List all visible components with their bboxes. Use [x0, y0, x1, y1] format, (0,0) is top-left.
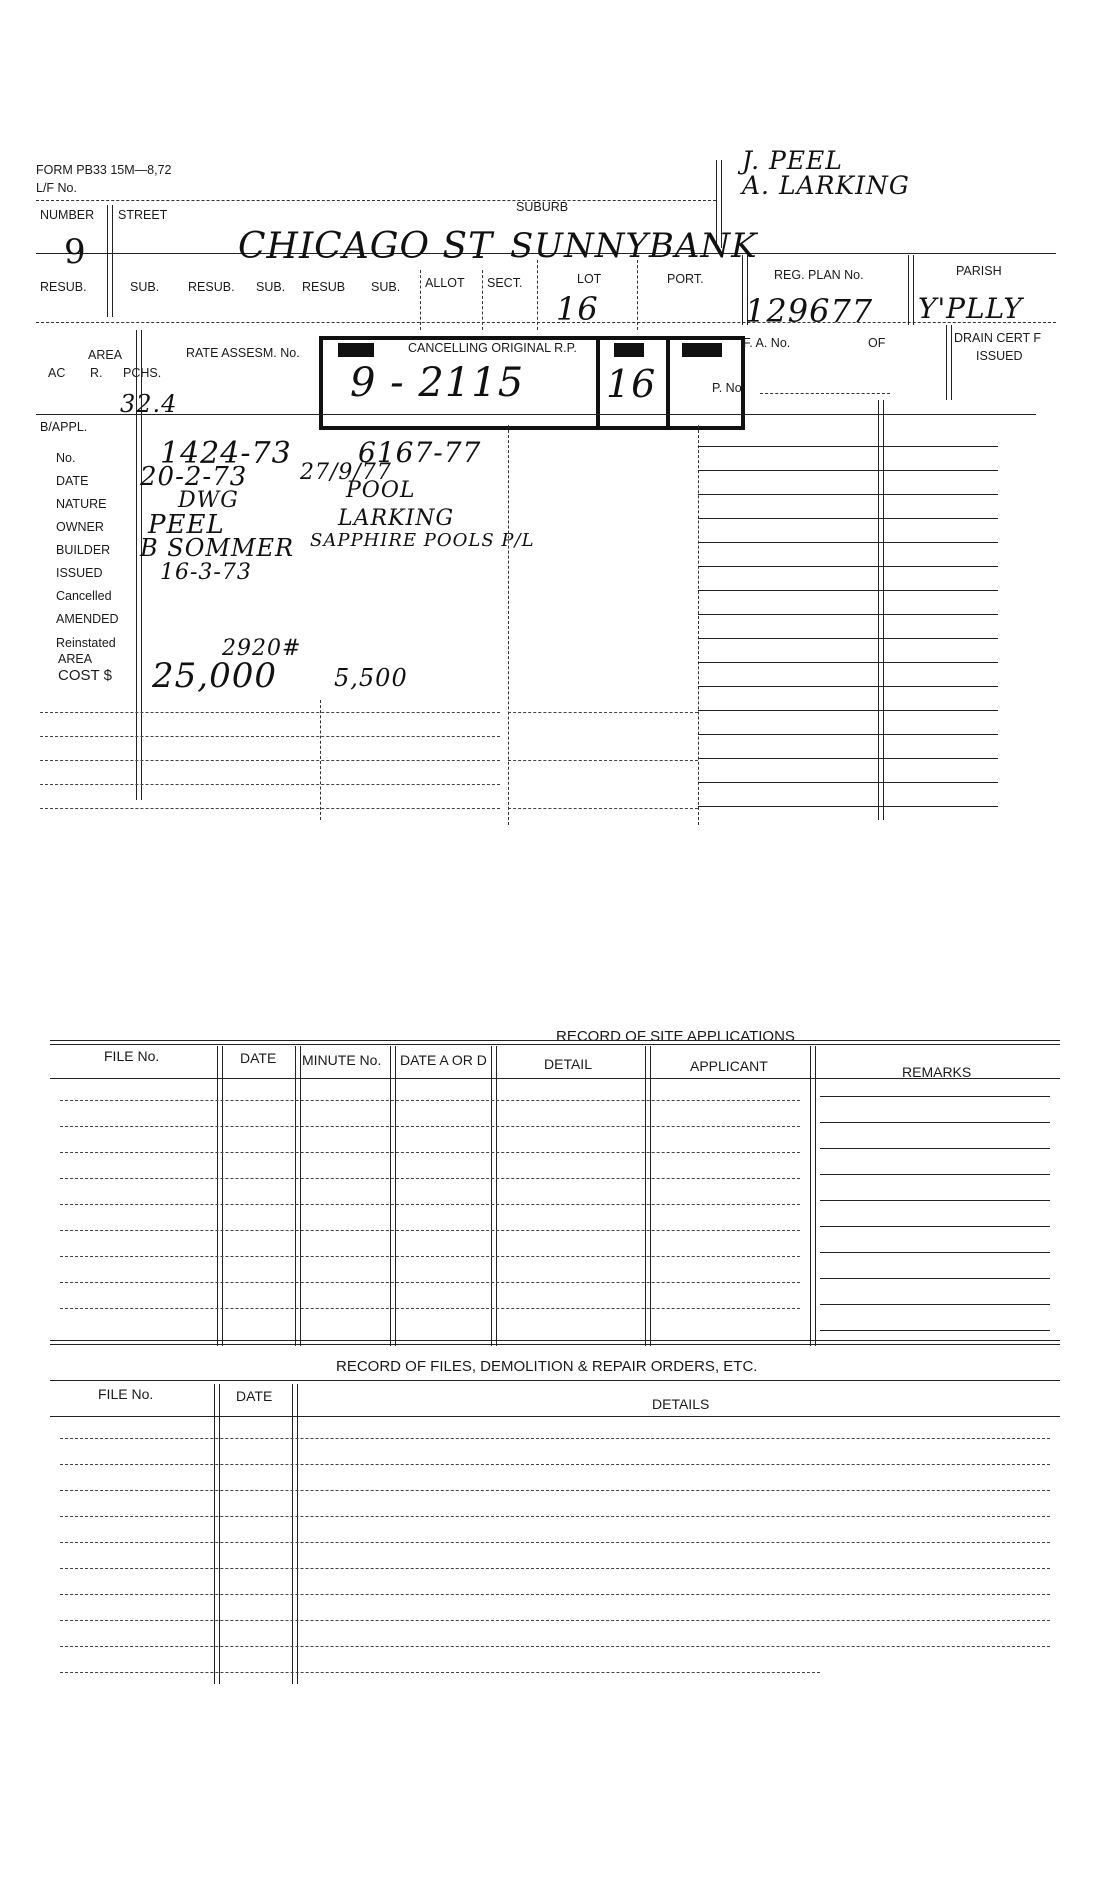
site-col-date: DATE: [240, 1050, 277, 1066]
street-name-value: CHICAGO ST: [238, 226, 494, 267]
drain-cert-label: DRAIN CERT F: [954, 331, 1042, 345]
fa-of-label: OF: [868, 336, 886, 350]
site-row-9: [60, 1308, 800, 1309]
site-applications-title: RECORD OF SITE APPLICATIONS: [556, 1028, 795, 1045]
bappl-rule-9: [698, 638, 998, 639]
suburb-value: SUNNYBANK: [510, 226, 758, 266]
files-row-9: [60, 1646, 1050, 1647]
remarks-rule-2: [820, 1122, 1050, 1123]
bappl-rule-6: [698, 566, 998, 567]
bappl-nature-2: POOL: [346, 478, 416, 503]
files-row-5: [60, 1542, 1050, 1543]
handwritten-owner-1: J. PEEL: [742, 146, 843, 175]
rate-assessment-label: RATE ASSESM. No.: [186, 346, 300, 360]
remarks-rule-1: [820, 1096, 1050, 1097]
site-col-minute-no: MINUTE No.: [302, 1052, 382, 1068]
bappl-blank-row-4: [40, 784, 500, 785]
bappl-no-1: 1424-73: [160, 436, 292, 471]
remarks-rule-9: [820, 1304, 1050, 1305]
redacted-stamp-2: [614, 343, 644, 357]
pchs-label: PCHS.: [123, 366, 162, 380]
bappl-label-amended: AMENDED: [56, 612, 119, 626]
site-col-divider-6: [810, 1046, 816, 1346]
site-col-divider-1: [217, 1046, 223, 1346]
bappl-blank-row-7: [508, 760, 698, 761]
bappl-rule-8: [698, 614, 998, 615]
bappl-rule-13: [698, 734, 998, 735]
port-divider: [637, 260, 638, 330]
reg-plan-label: REG. PLAN No.: [774, 268, 864, 282]
site-col-remarks: REMARKS: [902, 1064, 972, 1080]
remarks-rule-7: [820, 1252, 1050, 1253]
site-col-divider-3: [390, 1046, 396, 1346]
bappl-rule-15: [698, 782, 998, 783]
files-col-divider-2: [292, 1384, 298, 1684]
redacted-stamp-1: [338, 343, 374, 357]
bappl-label-date: DATE: [56, 474, 89, 488]
bappl-top-rule: [36, 414, 1036, 415]
bappl-rule-16: [698, 806, 998, 807]
files-header-rule: [50, 1416, 1060, 1417]
bappl-rule-12: [698, 710, 998, 711]
handwritten-owner-2: A. LARKING: [742, 171, 910, 200]
p-no-line: [760, 393, 890, 394]
remarks-rule-3: [820, 1148, 1050, 1149]
bappl-rule-10: [698, 662, 998, 663]
files-row-1: [60, 1438, 1050, 1439]
bappl-blank-row-5: [40, 808, 500, 809]
sub-label-2: SUB.: [256, 280, 286, 294]
bappl-cost-1: 25,000: [152, 656, 277, 696]
files-row-7: [60, 1594, 1050, 1595]
files-col-details: DETAILS: [652, 1396, 710, 1412]
bappl-no-2: 6167-77: [358, 436, 482, 469]
site-col-divider-4: [491, 1046, 497, 1346]
bappl-cost-2: 5,500: [334, 664, 408, 692]
resub-label-2: RESUB.: [188, 280, 235, 294]
remarks-rule-6: [820, 1226, 1050, 1227]
allot-divider: [420, 270, 421, 330]
rp-value: 16: [606, 362, 657, 406]
files-row-2: [60, 1464, 1050, 1465]
bappl-date-2: 27/9/77: [300, 460, 392, 485]
remarks-rule-5: [820, 1200, 1050, 1201]
bappl-owner-1: PEEL: [148, 510, 225, 540]
sub-label: SUB.: [130, 280, 160, 294]
parish-label: PARISH: [956, 264, 1002, 278]
remarks-rule-8: [820, 1278, 1050, 1279]
cancelling-value: 9 - 2115: [350, 360, 525, 406]
bappl-label-nature: NATURE: [56, 497, 107, 511]
bappl-label-cost: COST $: [58, 667, 112, 684]
bappl-rule-3: [698, 494, 998, 495]
reg-plan-value: 129677: [745, 292, 874, 330]
bappl-rule-11: [698, 686, 998, 687]
bappl-rule-14: [698, 758, 998, 759]
files-row-10: [60, 1672, 820, 1673]
site-row-4: [60, 1178, 800, 1179]
bappl-blank-row-3: [40, 760, 500, 761]
number-label: NUMBER: [40, 208, 95, 222]
fa-no-label: F. A. No.: [743, 336, 791, 350]
area-label: AREA: [88, 348, 123, 362]
form-code: FORM PB33 15M—8,72: [36, 163, 172, 177]
site-row-7: [60, 1256, 800, 1257]
r-label: R.: [90, 366, 103, 380]
site-col-file-no: FILE No.: [104, 1048, 160, 1064]
bappl-col-divider-3: [878, 400, 884, 820]
bappl-rule-5: [698, 542, 998, 543]
remarks-rule-4: [820, 1174, 1050, 1175]
bappl-owner-2: LARKING: [338, 506, 455, 531]
site-col-divider-2: [295, 1046, 301, 1346]
drain-divider: [946, 325, 952, 400]
site-col-date-a-or-d: DATE A OR D: [400, 1052, 487, 1068]
redacted-stamp-3: [682, 343, 722, 357]
bappl-builder-1: B SOMMER: [140, 534, 295, 562]
bappl-rule-7: [698, 590, 998, 591]
lot-label: LOT: [577, 272, 602, 286]
bappl-label-builder: BUILDER: [56, 543, 111, 557]
files-col-date: DATE: [236, 1388, 273, 1404]
bappl-date-1: 20-2-73: [140, 462, 248, 492]
bappl-rule-2: [698, 470, 998, 471]
parish-value: Y'PLLY: [918, 292, 1023, 325]
files-col-divider-1: [214, 1384, 220, 1684]
site-row-8: [60, 1282, 800, 1283]
suburb-label: SUBURB: [516, 200, 569, 214]
files-record-title: RECORD OF FILES, DEMOLITION & REPAIR ORDERS, ETC.: [336, 1358, 758, 1375]
site-row-3: [60, 1152, 800, 1153]
header-bottom-rule: [36, 322, 1056, 323]
files-col-file-no: FILE No.: [98, 1386, 154, 1402]
bappl-label-no: No.: [56, 451, 76, 465]
bappl-col-divider-2: [698, 425, 699, 825]
cancelling-label: CANCELLING ORIGINAL R.P.: [408, 341, 577, 355]
lot-value: 16: [556, 290, 599, 328]
bappl-label-cancelled: Cancelled: [56, 589, 112, 603]
files-row-6: [60, 1568, 1050, 1569]
bappl-label-owner: OWNER: [56, 520, 104, 534]
bappl-blank-row-1: [40, 712, 500, 713]
bappl-label-issued: ISSUED: [56, 566, 103, 580]
port-label: PORT.: [667, 272, 704, 286]
remarks-rule-10: [820, 1330, 1050, 1331]
bappl-label-reinstated: Reinstated: [56, 636, 116, 650]
files-row-3: [60, 1490, 1050, 1491]
bappl-blank-row-2: [40, 736, 500, 737]
site-row-5: [60, 1204, 800, 1205]
files-row-8: [60, 1620, 1050, 1621]
drain-issued-label: ISSUED: [976, 349, 1023, 363]
cancelling-box-divider-1: [596, 336, 600, 426]
ac-label: AC: [48, 366, 66, 380]
site-row-1: [60, 1100, 800, 1101]
files-record-subrule: [50, 1380, 1060, 1381]
bappl-label-area: AREA: [58, 652, 93, 666]
cancelling-box-divider-2: [666, 336, 670, 426]
left-column-divider: [136, 330, 142, 800]
bappl-issued-1: 16-3-73: [160, 560, 252, 585]
bappl-rule-4: [698, 518, 998, 519]
resub-label-3: RESUB: [302, 280, 346, 294]
resub-label: RESUB.: [40, 280, 87, 294]
files-row-4: [60, 1516, 1050, 1517]
site-col-divider-5: [645, 1046, 651, 1346]
street-label: STREET: [118, 208, 168, 222]
number-divider: [107, 205, 113, 317]
sub-label-3: SUB.: [371, 280, 401, 294]
bappl-heading: B/APPL.: [40, 420, 88, 434]
sect-label: SECT.: [487, 276, 523, 290]
lot-divider: [537, 260, 538, 330]
site-applications-top-rule: [50, 1040, 1060, 1045]
lf-number-label: L/F No.: [36, 181, 77, 195]
street-number-value: 9: [64, 232, 87, 272]
allot-label: ALLOT: [425, 276, 465, 290]
bappl-builder-2: SAPPHIRE POOLS P/L: [310, 530, 535, 551]
bappl-blank-row-6: [508, 712, 698, 713]
bappl-nature-1: DWG: [178, 488, 239, 513]
files-record-top-rule: [50, 1340, 1060, 1345]
bappl-area-1: 2920#: [222, 636, 302, 661]
bappl-col-divider-1: [508, 425, 509, 825]
site-col-applicant: APPLICANT: [690, 1058, 768, 1074]
parish-divider: [908, 255, 914, 325]
sect-divider: [482, 270, 483, 330]
bappl-blank-row-8: [508, 808, 698, 809]
site-row-2: [60, 1126, 800, 1127]
area-value: 32.4: [120, 390, 178, 418]
site-row-6: [60, 1230, 800, 1231]
site-col-detail: DETAIL: [544, 1056, 592, 1072]
bappl-rule-1: [698, 446, 998, 447]
p-no-label: P. No.: [712, 381, 746, 395]
header-top-rule: [36, 200, 716, 201]
